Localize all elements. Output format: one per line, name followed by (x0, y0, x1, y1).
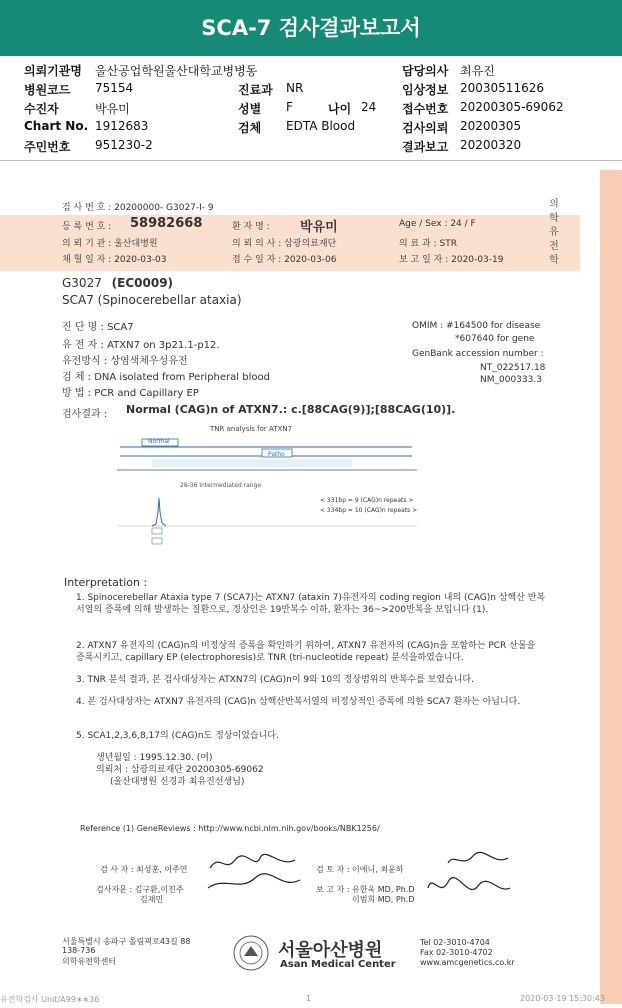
hospital-logo-english: Asan Medical Center (280, 959, 396, 970)
address-2: 138-736 (62, 946, 96, 955)
patient-label: 수진자 (24, 102, 59, 116)
hospital-code-value: 75154 (95, 81, 134, 95)
test-code: G3027 (62, 276, 102, 290)
result-label: 검사결과 : (62, 409, 108, 420)
omim-gene: *607640 for gene (455, 334, 535, 344)
name-label: 환 자 명 : (232, 222, 270, 232)
specimen-value: EDTA Blood (286, 119, 356, 133)
website: www.amcgenetics.co.kr (420, 958, 515, 967)
signature-tester (200, 848, 310, 898)
receipt-value: 20200305-69062 (460, 100, 564, 114)
receipt-label: 접수번호 (402, 102, 449, 116)
sex-label: 성별 (238, 102, 262, 116)
genbank-nm: NM_000333.3 (480, 375, 542, 385)
telephone: Tel 02-3010-4704 (420, 938, 490, 947)
address-1: 서울특별시 송파구 올림픽로43길 88 (62, 937, 191, 946)
test-name: SCA7 (Spinocerebellar ataxia) (62, 293, 242, 307)
reg-number: 58982668 (130, 216, 203, 231)
chart-label: Chart No. (24, 119, 89, 133)
clinical-label: 임상정보 (402, 83, 449, 97)
dept-label: 진료과 (238, 83, 273, 97)
client-detail: (울산대병원 신경과 최유진선생님) (110, 777, 245, 787)
page-title: SCA-7 검사결과보고서 (201, 16, 421, 40)
collection-date: 채 혈 일 자 : 2020-03-03 (62, 255, 167, 265)
tester-advisor-2: 김재민 (140, 895, 164, 904)
diagnosis: 진 단 명 : SCA7 (62, 322, 134, 333)
footer-timestamp: 2020-03-19 15:30:43 (520, 994, 605, 1003)
hospital-code-label: 병원코드 (24, 83, 71, 97)
patient-name: 박유미 (300, 220, 338, 235)
address-3: 의학유전학센터 (62, 957, 117, 966)
id-value: 951230-2 (95, 138, 153, 152)
sex-value: F (286, 100, 293, 114)
interpretation-4: 4. 본 검사대상자는 ATXN7 유전자의 (CAG)n 삼핵산반복서열의 비정상적인 증폭에 의한 SCA7 환자는 아닙니다. (76, 697, 521, 707)
age-value: 24 (361, 100, 377, 114)
fax: Fax 02-3010-4702 (420, 948, 493, 957)
reviewer: 검 토 자 : 이애니, 최윤하 (316, 865, 404, 874)
figure-range: 28-36 intermediated range (180, 482, 262, 489)
institution-value: 울산공업학원울산대학교병병동 (95, 64, 258, 78)
gene: 유 전 자 : ATXN7 on 3p21.1-p12. (62, 340, 220, 351)
figure-legend-1: < 331bp = 9 (CAG)n repeats > (320, 497, 414, 504)
interpretation-2: 2. ATXN7 유전자의 (CAG)n의 비정상적 증폭을 확인하기 위하여, ATXN7 유전자의 (CAG)n을 포함하는 PCR 산물을 증폭시키고, capillary EP (electrophoresis)로 TNR (tri-nucleotide repeat) 분석을하였습니다. (76, 641, 536, 663)
vertical-label: 의학유전학 (549, 199, 559, 266)
interpretation-1: 1. Spinocerebellar Ataxia type 7 (SCA7)는 ATXN7 (ataxin 7)유전자의 coding region 내의 (CAG)n 삼핵산 반복서열의 증폭에 의해 발생하는 질환으로, 정상인은 19반복수 이하, 환자는 36~>200반복을 보입니다 (1). (76, 593, 546, 615)
inheritance: 유전방식 : 상염색체우성유전 (62, 356, 188, 367)
asan-logo-icon (232, 934, 270, 972)
figure-normal-label: Normal (148, 438, 170, 445)
request-value: 20200305 (460, 119, 522, 133)
figure-title: TNR analysis for ATXN7 (210, 425, 293, 433)
figure-patho-label: Patho (268, 451, 285, 458)
request-label: 검사의뢰 (402, 121, 449, 135)
doctor-value: 최유진 (460, 64, 495, 78)
reporter: 보 고 자 : 유한욱 MD, Ph.D (316, 885, 415, 894)
dept-row: 의 료 과 : STR (399, 239, 458, 249)
received-date: 접 수 일 자 : 2020-03-06 (232, 255, 337, 265)
patient-value: 박유미 (95, 102, 130, 116)
sample: 검 체 : DNA isolated from Peripheral blood (62, 372, 270, 383)
report-date-label: 결과보고 (402, 140, 449, 154)
reporter-2: 이범희 MD, Ph.D (352, 895, 415, 904)
doctor-label: 담당의사 (402, 64, 449, 78)
signature-reviewer (418, 848, 518, 906)
result-value: Normal (CAG)n of ATXN7.: c.[88CAG(9)];[88CAG(10)]. (126, 403, 456, 416)
hospital-logo-korean: 서울아산병원 (278, 940, 383, 961)
test-code-ec: (EC0009) (111, 276, 174, 290)
interpretation-3: 3. TNR 분석 결과, 본 검사대상자는 ATXN7의 (CAG)n이 9와 10의 정상범위의 반복수를 보였습니다. (76, 675, 474, 685)
method: 방 법 : PCR and Capillary EP (62, 388, 199, 399)
inst-row: 의 뢰 기 관 : 울산대병원 (62, 239, 158, 249)
tester: 검 사 자 : 최성훈, 이주연 (100, 865, 188, 874)
header-divider (0, 160, 622, 161)
reg-label: 등 록 번 호 : (62, 222, 112, 232)
reference: Reference (1) GeneReviews : http://www.ncbi.nlm.nih.gov/books/NBK1256/ (80, 824, 380, 833)
age-label: 나이 (328, 102, 352, 116)
footer-unit: 유전학검사 Unit/A99∗∗36 (0, 995, 100, 1004)
institution-label: 의뢰기관명 (24, 64, 82, 78)
dept-value: NR (286, 81, 304, 95)
clinical-value: 20030511626 (460, 81, 544, 95)
page-edge-band (600, 170, 622, 1004)
age-sex: Age / Sex : 24 / F (399, 219, 476, 229)
omim-disease: OMIM : #164500 for disease (412, 321, 541, 331)
interpretation-title: Interpretation : (64, 576, 148, 589)
figure-legend-2: < 334bp = 10 (CAG)n repeats > (320, 507, 418, 514)
footer-page: 1 (306, 994, 312, 1003)
id-label: 주민번호 (24, 140, 71, 154)
birth-date: 생년월일 : 1995.12.30. (여) (96, 753, 213, 763)
interpretation-5: 5. SCA1,2,3,6,8,17의 (CAG)n도 정상이었습니다. (76, 731, 279, 741)
doc-row: 의 뢰 의 사 : 삼광의료재단 (232, 239, 337, 249)
specimen-label: 검체 (238, 121, 262, 135)
chart-value: 1912683 (95, 119, 149, 133)
client: 의뢰처 : 삼광의료재단 20200305-69062 (96, 765, 264, 775)
report-date: 보 고 일 자 : 2020-03-19 (399, 255, 504, 265)
tester-advisor: 검사자문 : 김구환,이진주 (96, 885, 184, 894)
report-date-value: 20200320 (460, 138, 522, 152)
genbank-nt: NT_022517.18 (480, 363, 546, 373)
exam-number: 검 사 번 호 : 20200000- G3027-I- 9 (62, 203, 214, 213)
genbank-label: GenBank accession number : (412, 349, 544, 359)
